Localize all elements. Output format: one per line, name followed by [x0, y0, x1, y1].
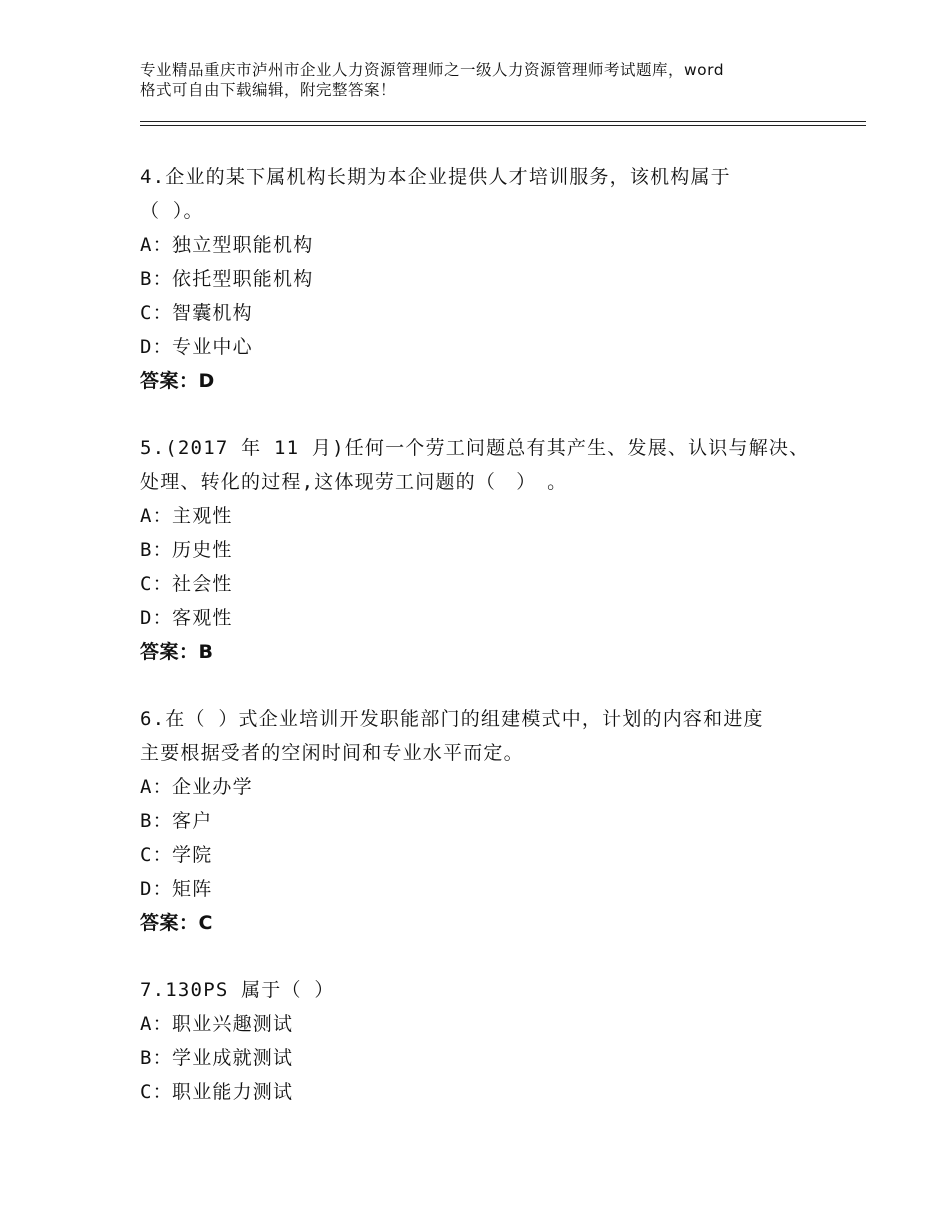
- stem-line: 4.企业的某下属机构长期为本企业提供人才培训服务，该机构属于: [140, 166, 731, 188]
- option-text: 专业中心: [172, 336, 253, 358]
- stem-line: 主要根据受者的空闲时间和专业水平而定。: [140, 742, 524, 764]
- option-a: [140, 499, 860, 533]
- option-key: A：: [140, 505, 173, 527]
- answer-line: 答案：D: [140, 370, 215, 392]
- spacer: [140, 940, 860, 973]
- option-key: D：: [140, 607, 173, 629]
- option-text: 独立型职能机构: [172, 234, 314, 256]
- option-key: B：: [140, 539, 173, 561]
- option-text: 职业能力测试: [172, 1081, 294, 1103]
- option-text: 历史性: [172, 539, 233, 561]
- header-line-2: 格式可自由下载编辑，附完整答案！: [140, 81, 397, 99]
- stem-line: 7.130PS 属于（ ）: [140, 979, 335, 1001]
- option-text: 企业办学: [172, 776, 253, 798]
- question-6: [140, 702, 860, 940]
- option-key: B：: [140, 810, 173, 832]
- option-key: D：: [140, 878, 173, 900]
- option-d: [140, 330, 860, 364]
- header-line-1: 专业精品重庆市泸州市企业人力资源管理师之一级人力资源管理师考试题库，word: [140, 61, 725, 79]
- option-text: 主观性: [172, 505, 233, 527]
- document-header: [140, 60, 840, 100]
- option-text: 社会性: [172, 573, 233, 595]
- spacer: [140, 398, 860, 431]
- header-divider-top: [140, 121, 866, 122]
- stem-line: （ ）。: [140, 200, 204, 222]
- option-text: 依托型职能机构: [172, 268, 314, 290]
- question-stem: [140, 702, 860, 770]
- option-text: 智囊机构: [172, 302, 253, 324]
- option-b: [140, 804, 860, 838]
- stem-line: 6.在（ ）式企业培训开发职能部门的组建模式中，计划的内容和进度: [140, 708, 764, 730]
- question-4: [140, 160, 860, 398]
- option-key: D：: [140, 336, 173, 358]
- option-key: C：: [140, 573, 173, 595]
- option-key: C：: [140, 302, 173, 324]
- stem-line: 处理、转化的过程,这体现劳工问题的（ ） 。: [140, 471, 568, 493]
- option-text: 职业兴趣测试: [172, 1013, 294, 1035]
- option-text: 客户: [172, 810, 213, 832]
- stem-line: 5.(2017 年 11 月)任何一个劳工问题总有其产生、发展、认识与解决、: [140, 437, 810, 459]
- option-c: [140, 1075, 860, 1109]
- question-list: [140, 160, 860, 1109]
- option-a: [140, 228, 860, 262]
- option-c: [140, 838, 860, 872]
- option-text: 客观性: [172, 607, 233, 629]
- option-b: [140, 1041, 860, 1075]
- option-a: [140, 1007, 860, 1041]
- question-stem: [140, 431, 860, 499]
- question-stem: [140, 973, 860, 1007]
- option-c: [140, 567, 860, 601]
- option-text: 学业成就测试: [172, 1047, 294, 1069]
- answer-line: 答案：C: [140, 912, 213, 934]
- option-d: [140, 872, 860, 906]
- option-text: 矩阵: [172, 878, 213, 900]
- option-d: [140, 601, 860, 635]
- option-key: A：: [140, 776, 173, 798]
- option-key: A：: [140, 1013, 173, 1035]
- question-5: [140, 431, 860, 669]
- option-a: [140, 770, 860, 804]
- option-key: C：: [140, 844, 173, 866]
- option-b: [140, 262, 860, 296]
- option-key: B：: [140, 268, 173, 290]
- spacer: [140, 669, 860, 702]
- header-divider-bottom: [140, 125, 866, 126]
- option-text: 学院: [172, 844, 213, 866]
- question-stem: [140, 160, 860, 228]
- option-key: C：: [140, 1081, 173, 1103]
- option-key: A：: [140, 234, 173, 256]
- option-b: [140, 533, 860, 567]
- question-7: [140, 973, 860, 1109]
- option-c: [140, 296, 860, 330]
- answer-line: 答案：B: [140, 641, 214, 663]
- option-key: B：: [140, 1047, 173, 1069]
